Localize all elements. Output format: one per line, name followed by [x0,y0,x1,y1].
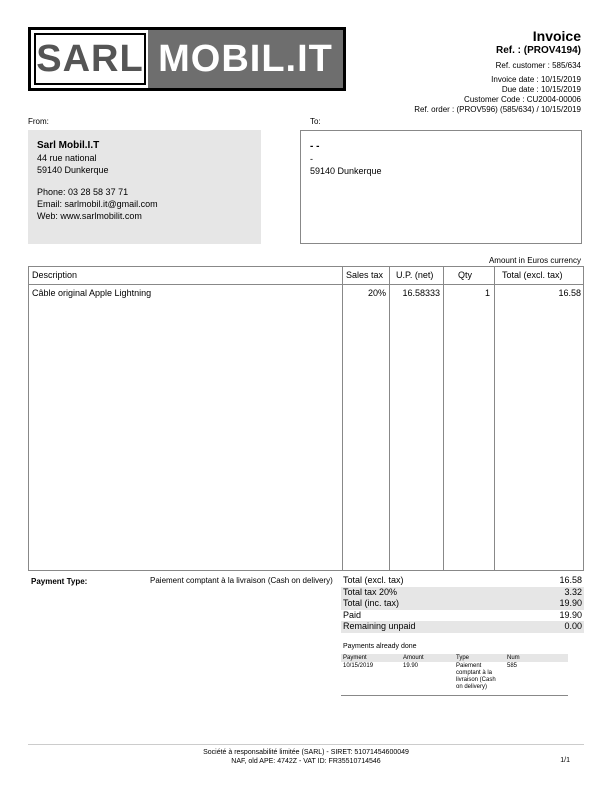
total-label: Paid [343,609,362,620]
currency-note: Amount in Euros currency [488,256,581,265]
invoice-header [321,29,581,115]
item-unit-price: 16.58333 [402,288,440,298]
sender-web: Web: www.sarlmobilit.com [37,211,142,221]
total-row [341,598,584,610]
invoice-title: Invoice [532,28,581,44]
footer [0,748,612,766]
recipient-address2: 59140 Dunkerque [310,166,382,176]
total-value: 3.32 [564,586,582,597]
col-header-sales-tax: Sales tax [346,270,384,280]
total-value: 19.90 [559,598,582,608]
payments-done-table [341,654,568,696]
total-row [341,610,584,622]
sender-box [28,130,261,244]
payments-col-amount: Amount [403,655,424,661]
footer-line1: Société à responsabilité limitée (SARL) - SIRET: 51071454600049 [203,749,409,756]
payments-col-type: Type [456,655,470,661]
invoice-ref: Ref. : (PROV4194) [495,45,581,56]
recipient-address1: - [310,154,313,164]
sender-email: Email: sarlmobil.it@gmail.com [37,199,158,209]
ref-customer: Ref. customer : 585/634 [495,61,581,70]
ref-order: Ref. order : (PROV596) (585/634) / 10/15/2019 [414,105,581,114]
item-description: Câble original Apple Lightning [32,288,152,298]
total-row [341,587,584,599]
col-header-total: Total (excl. tax) [502,270,563,280]
sender-address2: 59140 Dunkerque [37,165,109,175]
invoice-date: Invoice date : 10/15/2019 [491,75,581,84]
item-sales-tax: 20% [367,288,386,298]
total-label: Total tax 20% [343,586,398,597]
total-label: Total (inc. tax) [343,598,400,608]
payment-amount: 19.90 [403,663,419,669]
logo-right-text: MOBIL.IT [148,30,343,88]
table-row [341,662,568,696]
recipient-box [300,130,582,244]
item-qty: 1 [484,288,490,298]
to-label: To: [310,117,321,126]
sender-phone: Phone: 03 28 58 37 71 [37,187,129,197]
due-date: Due date : 10/15/2019 [501,85,581,94]
payments-done-title: Payments already done [343,643,417,650]
payment-type: Paiement comptant à la livraison (Cash on delivery) [456,663,496,690]
from-label: From: [28,117,49,126]
items-table [28,266,584,571]
total-value: 19.90 [559,609,582,620]
company-logo [28,27,346,91]
logo-left-text: SARL [34,33,146,85]
total-value: 0.00 [564,621,582,631]
item-total: 16.58 [558,288,581,298]
sender-address1: 44 rue national [37,153,97,163]
total-label: Total (excl. tax) [343,575,404,585]
footer-line2: NAF, old APE: 4742Z - VAT ID: FR35510714546 [231,758,381,765]
payment-type-label: Payment Type: [31,577,88,586]
payments-col-num: Num [507,655,520,661]
col-header-qty: Qty [458,270,473,280]
footer-divider [28,744,584,745]
total-label: Remaining unpaid [343,621,416,631]
payment-num: 585 [507,663,518,669]
total-value: 16.58 [559,575,582,585]
sender-name: Sarl Mobil.I.T [37,140,100,151]
totals-block [341,575,584,633]
recipient-name: - - [310,141,320,152]
total-row [341,575,584,587]
customer-code: Customer Code : CU2004-00006 [464,95,581,104]
payments-col-payment: Payment [343,655,367,661]
col-header-description: Description [32,270,78,280]
col-header-unit-price: U.P. (net) [396,270,434,280]
payments-header-row [341,654,568,662]
payment-date: 10/15/2019 [343,663,374,669]
page-number: 1/1 [560,757,570,764]
payment-type-value: Paiement comptant à la livraison (Cash on delivery) [150,576,333,585]
total-row [341,621,584,633]
